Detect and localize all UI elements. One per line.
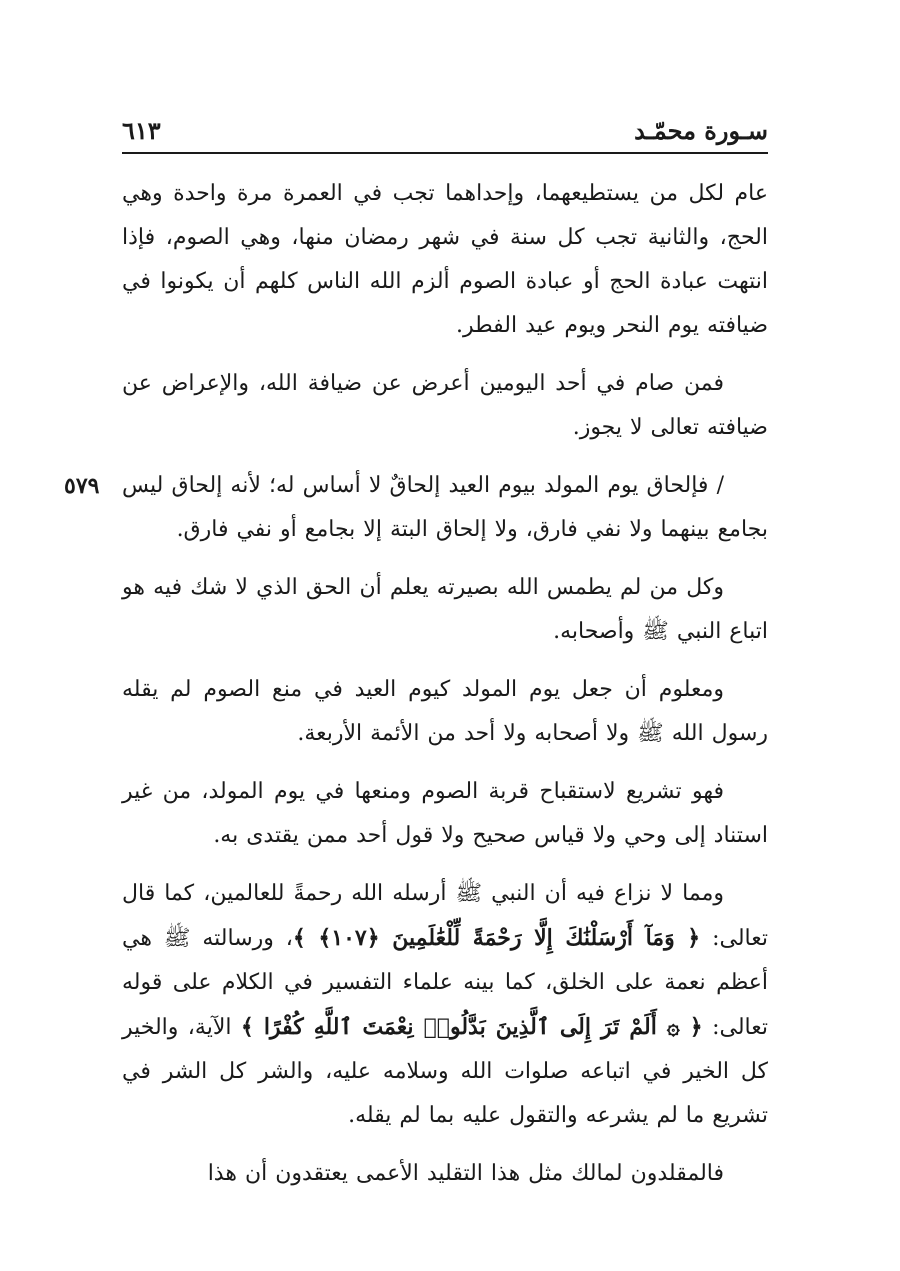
paragraph: فمن صام في أحد اليومين أعرض عن ضيافة الله، والإعراض عن ضيافته تعالى لا يجوز. (122, 371, 768, 440)
page-body (64, 172, 768, 1210)
original-page-reference: ٥٧٩ (64, 473, 100, 499)
paragraph-text: ومما لا نزاع فيه أن النبي ﷺ أرسله الله رحمةً للعالمين، كما قال تعالى: (122, 881, 768, 951)
paragraph: فالمقلدون لمالك مثل هذا التقليد الأعمى يعتقدون أن هذا (207, 1161, 724, 1186)
quran-verse: ﴿ وَمَآ أَرْسَلْنَٰكَ إِلَّا رَحْمَةً لِّلْعَٰلَمِينَ ﴿١٠٧﴾ ﴾ (292, 925, 701, 951)
page-header (122, 112, 768, 154)
paragraph-text: ، ورسالته ﷺ هي أعظم نعمة على الخلق، كما بينه علماء التفسير في الكلام على قوله تعالى: (122, 926, 768, 1040)
page-number: ٦١٣ (122, 116, 161, 145)
surah-title: سـورة محمّـد (634, 116, 768, 145)
paragraph-text: / فإلحاق يوم المولد بيوم العيد إلحاقٌ لا أساس له؛ لأنه إلحاق ليس بجامع بينهما ولا نفي فارق، ولا إلحاق البتة إلا بجامع أو نفي فارق. (122, 473, 768, 542)
paragraph-with-quran (122, 872, 768, 1138)
paragraph: عام لكل من يستطيعهما، وإحداهما تجب في العمرة مرة واحدة وهي الحج، والثانية تجب كل سنة في شهر رمضان منها، وهي الصوم، فإذا انتهت عبادة الحج أو عبادة الصوم ألزم الله الناس كلهم أن يكونوا في ضيافته يوم النحر ويوم عيد الفطر. (122, 181, 768, 338)
paragraph: ومعلوم أن جعل يوم المولد كيوم العيد في منع الصوم لم يقله رسول الله ﷺ ولا أصحابه ولا أحد من الأئمة الأربعة. (122, 677, 768, 746)
paragraph: فهو تشريع لاستقباح قربة الصوم ومنعها في يوم المولد، من غير استناد إلى وحي ولا قياس صحيح ولا قول أحد ممن يقتدى به. (122, 779, 768, 848)
paragraph-with-margin-ref (64, 464, 768, 552)
quran-verse: ﴿ ۞ أَلَمْ تَرَ إِلَى ٱلَّذِينَ بَدَّلُوا۟ نِعْمَتَ ٱللَّهِ كُفْرًا ﴾ (240, 1014, 703, 1040)
paragraph-text: الآية، والخير كل الخير في اتباعه صلوات الله وسلامه عليه، والشر كل الشر في تشريع ما لم يشرعه والتقول عليه بما لم يقله. (122, 1015, 768, 1128)
paragraph: وكل من لم يطمس الله بصيرته يعلم أن الحق الذي لا شك فيه هو اتباع النبي ﷺ وأصحابه. (122, 575, 768, 644)
